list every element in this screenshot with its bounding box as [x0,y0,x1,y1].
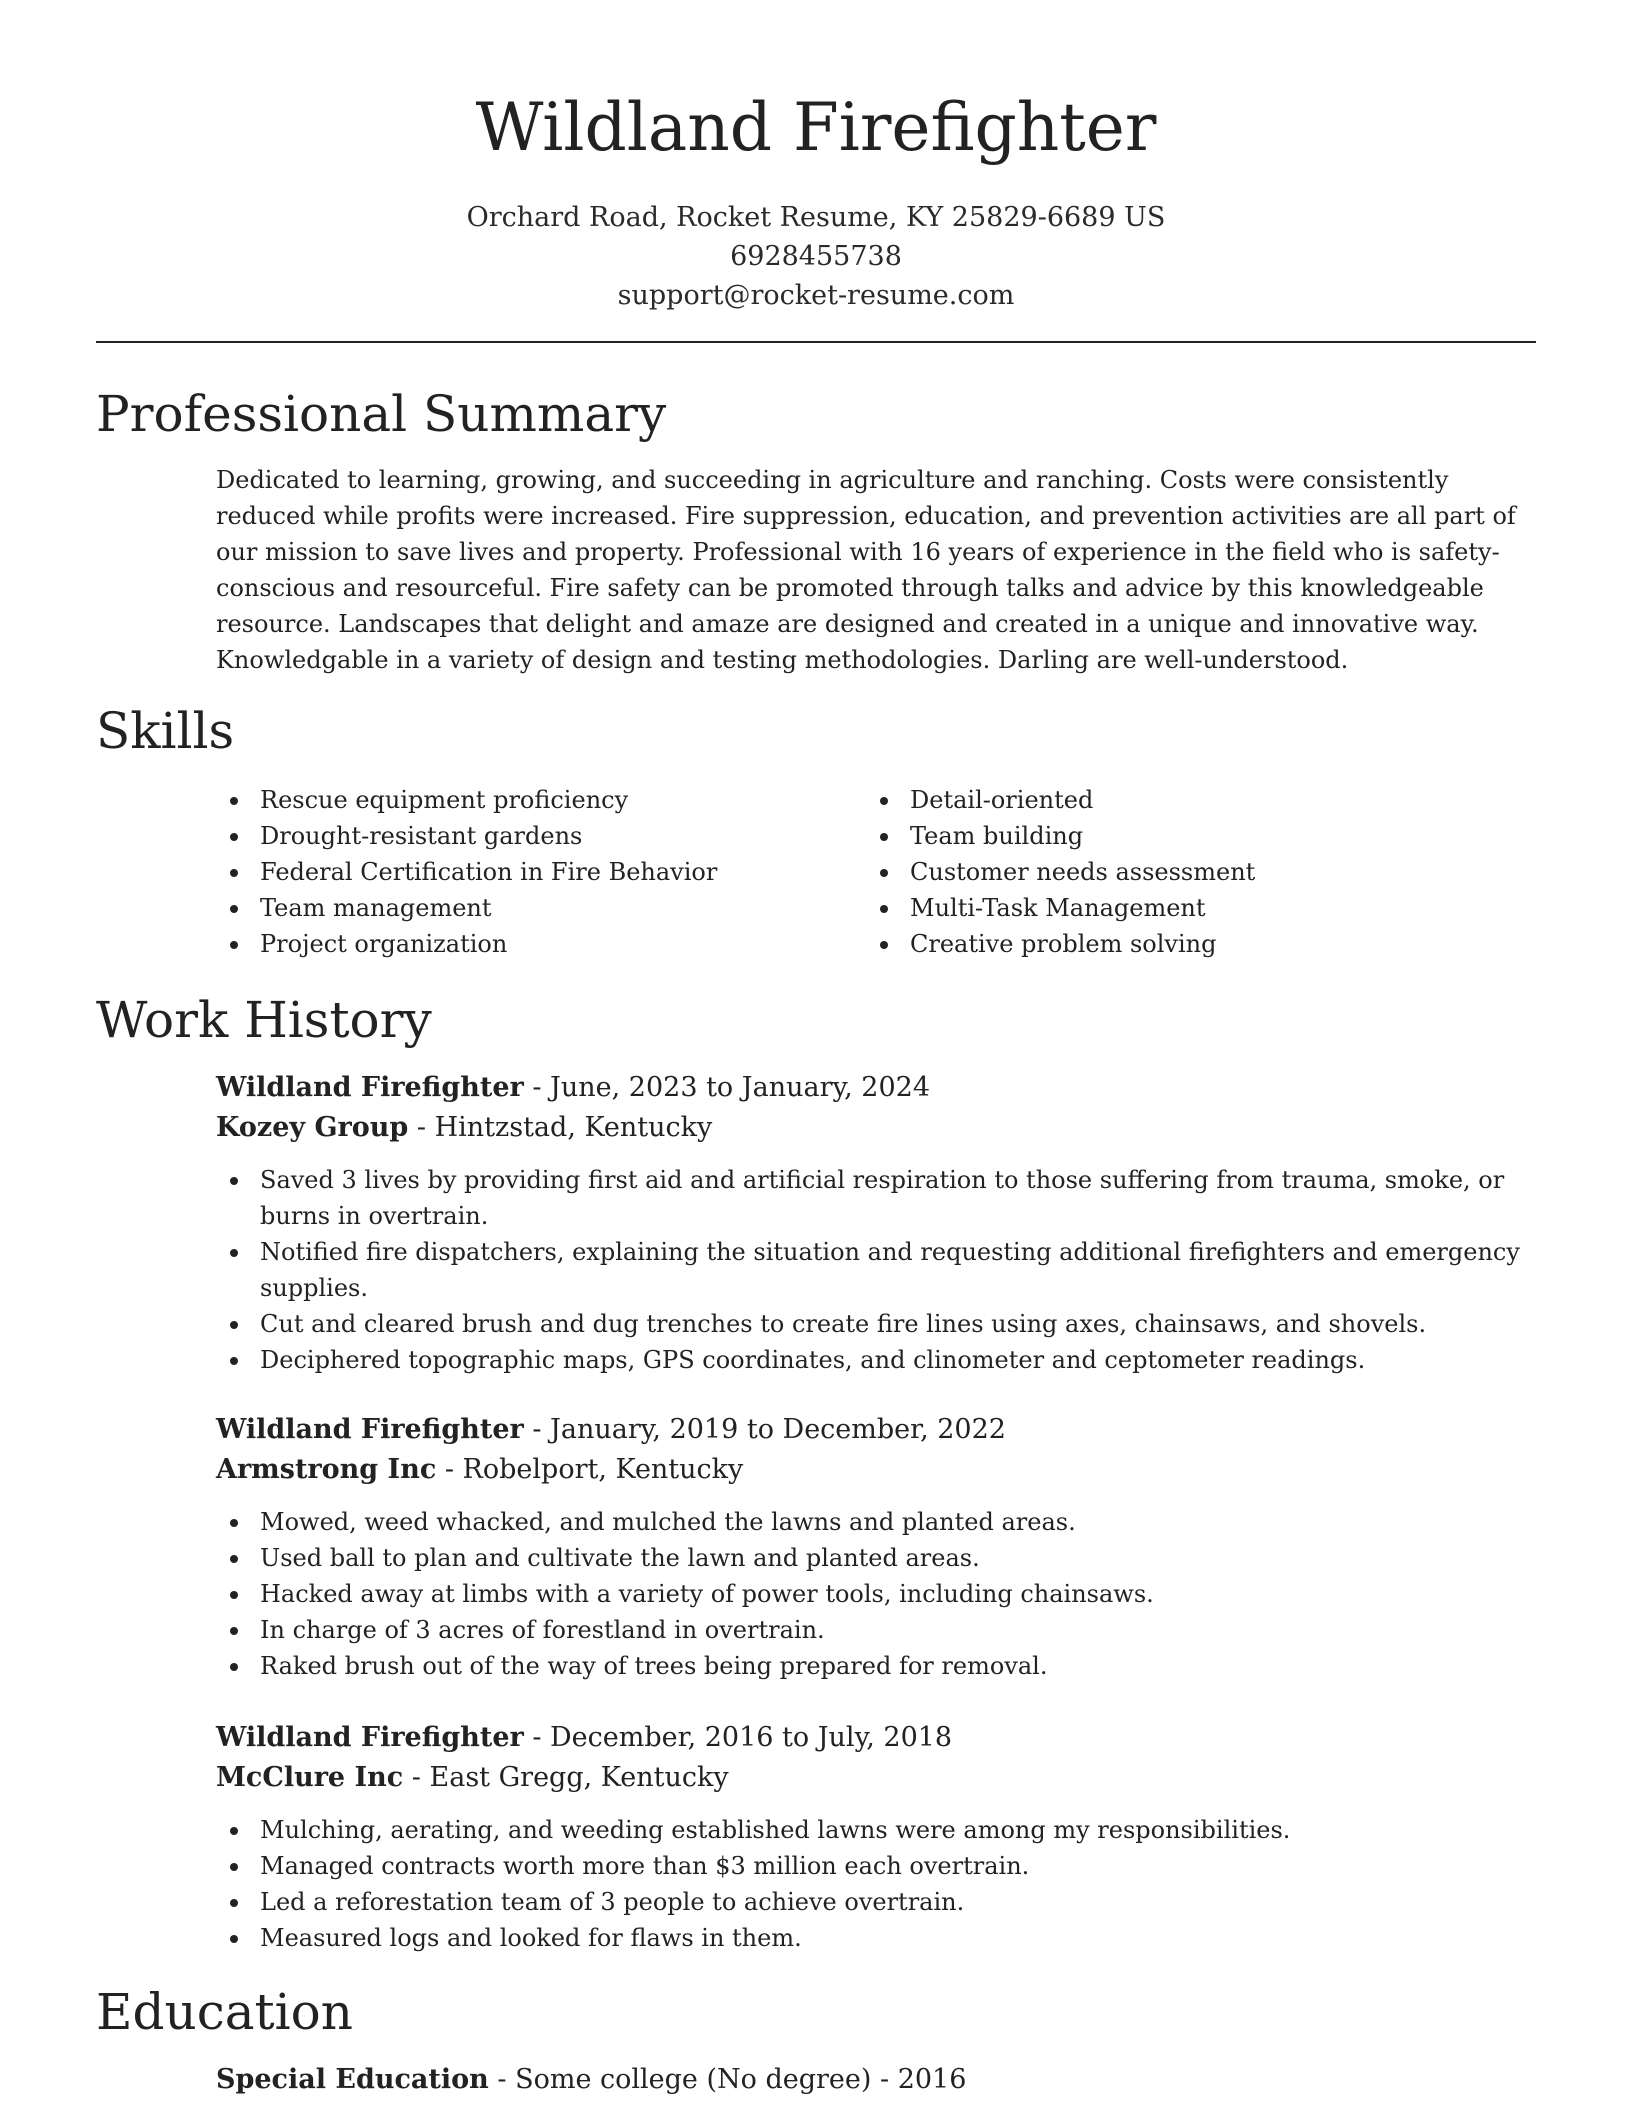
company-location: - Robelport, Kentucky [436,1454,744,1485]
degree-name: Special Education [216,2064,489,2095]
skills-column-left [216,782,866,962]
skill-item: Customer needs assessment [866,854,1516,890]
resume-header [96,80,1536,315]
job-title: Wildland Firefighter [216,1414,524,1445]
duty-item: Measured logs and looked for flaws in them. [216,1920,1536,1956]
duty-item: Mulching, aerating, and weeding established lawns were among my responsibilities. [216,1812,1536,1848]
skill-item: Creative problem solving [866,926,1516,962]
job-company-line [216,1450,1536,1490]
job-duties [216,1504,1536,1684]
education-heading: Education [96,1983,353,2041]
skill-item: Detail-oriented [866,782,1516,818]
contact-info [96,198,1536,315]
job-entry [216,1068,1536,1378]
duty-item: Deciphered topographic maps, GPS coordinates, and clinometer and ceptometer readings. [216,1342,1536,1378]
work-history-heading: Work History [96,991,432,1049]
company-location: - East Gregg, Kentucky [403,1762,729,1793]
degree-detail: - Some college (No degree) - 2016 [488,2064,967,2095]
duty-item: Cut and cleared brush and dug trenches to create fire lines using axes, chainsaws, and shovels. [216,1306,1536,1342]
candidate-name: Wildland Firefighter [475,89,1157,166]
phone: 6928455738 [730,241,902,272]
job-dates: - June, 2023 to January, 2024 [523,1072,931,1103]
duty-item: Hacked away at limbs with a variety of power tools, including chainsaws. [216,1576,1536,1612]
summary-heading: Professional Summary [96,385,667,443]
job-duties [216,1162,1536,1378]
skill-item: Rescue equipment proficiency [216,782,866,818]
job-company-line [216,1108,1536,1148]
job-title: Wildland Firefighter [216,1072,524,1103]
duty-item: Mowed, weed whacked, and mulched the lawns and planted areas. [216,1504,1536,1540]
email: support@rocket-resume.com [617,280,1015,311]
summary-text: Dedicated to learning, growing, and succeeding in agriculture and ranching. Costs were consistently reduced while profits were increased. Fire suppression, education, and prevention activities are all part of our mission to save lives and property. Professional with 16 years of experience in the field who is safety-conscious and resourceful. Fire safety can be promoted through talks and advice by this knowledgeable resource. Landscapes that delight and amaze are designed and created in a unique and innovative way. Knowledgable in a variety of design and testing methodologies. Darling are well-understood. [216,466,1516,674]
job-title-line [216,1410,1536,1450]
job-title: Wildland Firefighter [216,1722,524,1753]
duty-item: Used ball to plan and cultivate the lawn and planted areas. [216,1540,1536,1576]
job-entry [216,1410,1536,1684]
company-name: McClure Inc [216,1762,404,1793]
skills-heading: Skills [96,702,235,760]
skills-list [216,782,1536,962]
duty-item: Led a reforestation team of 3 people to achieve overtrain. [216,1884,1536,1920]
job-title-line [216,1068,1536,1108]
skills-column-right [866,782,1516,962]
duty-item: Raked brush out of the way of trees being prepared for removal. [216,1648,1536,1684]
duty-item: Saved 3 lives by providing first aid and artificial respiration to those suffering from trauma, smoke, or burns in overtrain. [216,1162,1536,1234]
job-duties [216,1812,1536,1956]
job-dates: - December, 2016 to July, 2018 [523,1722,953,1753]
company-name: Armstrong Inc [216,1454,437,1485]
job-company-line [216,1758,1536,1798]
duty-item: Notified fire dispatchers, explaining the situation and requesting additional firefighters and emergency supplies. [216,1234,1536,1306]
education-entry [216,2060,1536,2100]
skill-item: Federal Certification in Fire Behavior [216,854,866,890]
duty-item: In charge of 3 acres of forestland in overtrain. [216,1612,1536,1648]
duty-item: Managed contracts worth more than $3 million each overtrain. [216,1848,1536,1884]
company-name: Kozey Group [216,1112,409,1143]
skill-item: Project organization [216,926,866,962]
skill-item: Team building [866,818,1516,854]
company-location: - Hintzstad, Kentucky [408,1112,713,1143]
job-entry [216,1718,1536,1956]
job-dates: - January, 2019 to December, 2022 [523,1414,1006,1445]
skill-item: Drought-resistant gardens [216,818,866,854]
skill-item: Multi-Task Management [866,890,1516,926]
header-divider [96,341,1536,343]
job-title-line [216,1718,1536,1758]
address: Orchard Road, Rocket Resume, KY 25829-6689 US [466,202,1166,233]
skill-item: Team management [216,890,866,926]
